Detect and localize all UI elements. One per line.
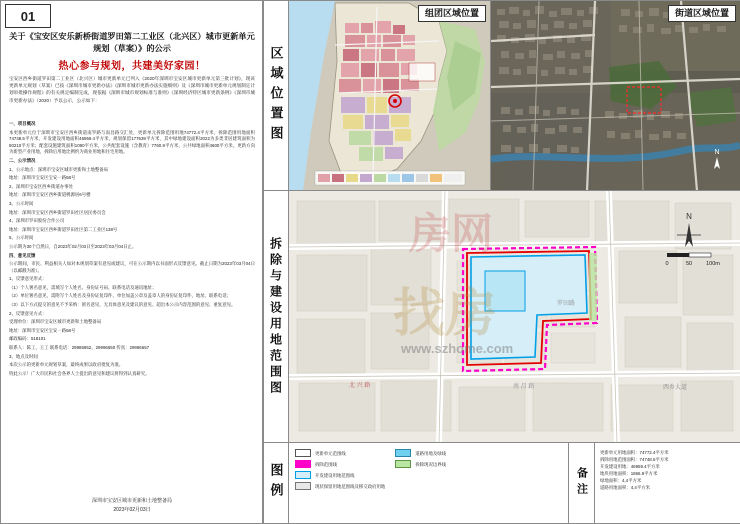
notice-line: 四、意见反馈: [9, 252, 36, 258]
strip-notes-label: 备注: [575, 467, 588, 499]
legend-swatch-demolition: [295, 460, 311, 468]
notice-line: 本更新单元位于深圳市宝安区西乡街道南罗路与南昌路交汇处，更新单元拆除范围用地74772.4平方米，拆除范围用地面积74748.5平方米，开发建设用地面积46959.4平方米，规划保留177639平方米，其中绿地建设面积2022为多类非居建筑面积为50210平方米；配套设施建筑面积1090平方米，公共配套设施（含教育）7760.9平方米，公共绿地面积4600平方米。更新方向为新型产业用地，拆除后用地比例约为商业用地和住宅用地。: [9, 129, 255, 155]
intro-paragraph: 宝安区西乡街道罗田第二工业区（北兴区）城市更新单元已列入《2020年深圳市宝安区城市更新单元第三批计划》，现该更新单元规划（草案）已按《深圳市城市更新办法》《深圳市城市更新办法实施细则》及《深圳市城市更新单元规划制定计划审批操作规程》的有关规定编制完成，现依据《深圳市城市规划标准与准则》《深圳经济特区城市更新条例》《深圳市城市更新办法》（2020）予以公示，公示如下：: [9, 76, 255, 103]
demolition-scope-map: [289, 191, 740, 443]
notice-line: 2、深圳市宝安区西乡街道办事处: [9, 183, 73, 189]
notice-body: [9, 121, 255, 379]
strip-legend-label: 图例: [268, 463, 284, 503]
legend-item: [395, 449, 446, 457]
legend-column-1: [295, 449, 385, 490]
note-line: 开发建设用地：46959.4平方米: [600, 464, 660, 469]
notice-line: 5、公示时间: [9, 235, 34, 241]
notice-line: 联系人：陈工、王工 联系电话：29985952、29996650 传真：29996657: [9, 345, 150, 351]
strip-region-location: [263, 1, 289, 191]
svg-text:N: N: [686, 212, 692, 221]
legend-item: [395, 460, 446, 468]
notice-line: 3、公示时间: [9, 200, 34, 206]
watermark-gray: 找房: [393, 285, 498, 343]
notice-line: 一、项目概况: [9, 121, 36, 126]
notice-line: 4、深圳市罗田股份合作公司: [9, 218, 65, 224]
road-label: 南 昌 路: [513, 384, 535, 390]
notice-line: （1）个人署名意见，需填写个人姓名、身份证号码、联系电话及通讯地址；: [9, 284, 157, 290]
watermark-red: 房网: [409, 210, 494, 257]
notice-line: 地址：深圳市宝安区西乡街道罗田社区居民委员会: [9, 209, 106, 215]
strip-notes: [569, 443, 595, 523]
legend-label: 拆除现况边界线: [415, 461, 447, 467]
note-line: 道路用地面积：4,4平方米: [600, 485, 651, 490]
note-line: 地块用地面积：1866.9平方米: [600, 471, 658, 476]
document-number: 01: [5, 4, 51, 28]
road-label: 北 兴 路: [349, 383, 371, 389]
legend-swatch-construction: [295, 471, 311, 479]
notice-line: 地址：深圳市宝安区西乡街道罗田社区第二工业区138号: [9, 226, 118, 232]
demolition-map-graphic: [289, 191, 740, 443]
notice-line: 受理单位：深圳市宝安区城市更新和土地整备局: [9, 319, 102, 325]
notice-line: 本次公示的更新单元规划草案，最终成果以政府批复为准。: [9, 362, 124, 368]
notice-line: 邮政编码：518101: [9, 336, 46, 342]
notice-line: 1、反馈意见形式：: [9, 276, 47, 282]
road-label: 罗田路: [557, 301, 576, 307]
notes-panel: [595, 443, 740, 523]
strip-region-label: 区域位置图: [268, 45, 284, 146]
legend-swatch-reserved: [295, 482, 311, 490]
legend-label: 道路用地及绿线: [415, 450, 447, 456]
watermark-site: www.szhome.com: [401, 341, 514, 356]
legend-item: [295, 482, 385, 490]
cluster-location-map: [289, 1, 491, 191]
notice-line: 地址：深圳市宝安区宝安一路58号: [9, 175, 76, 181]
legend-label: 现状保留用地范围线及移交政府用地: [315, 483, 386, 489]
svg-text:N: N: [714, 149, 720, 156]
legend-item: [295, 460, 385, 468]
legend-swatch-green: [395, 460, 411, 468]
legend-panel: [289, 443, 569, 523]
legend-label: 拆除范围线: [315, 461, 337, 467]
notice-line: 3、地点及时间: [9, 353, 38, 359]
svg-text:100m: 100m: [706, 261, 720, 267]
note-line: 绿地面积：4,4平方米: [600, 478, 642, 483]
strip-demolition-plan: [263, 191, 289, 443]
legend-swatch-road: [395, 449, 411, 457]
notice-text-panel: [1, 1, 263, 523]
notice-footer: [9, 497, 255, 515]
legend-swatch-update-unit: [295, 449, 311, 457]
notice-line: 公示期为30个自然日，自2023年02月03日至2023年03月04日止。: [9, 243, 137, 249]
slogan: 热心参与规划，共建美好家园！: [58, 61, 206, 72]
notice-line: （2）单位署名意见，需附写个人姓名及身份证复印件、单位加盖公章及盖章人的身份证复印件、地址、联系电话；: [9, 293, 231, 299]
street-location-map: [491, 1, 740, 191]
strip-demolition-label: 拆除与建设用地范围图: [268, 236, 283, 397]
issuing-org: 深圳市宝安区城市更新和土地整备局: [91, 498, 172, 504]
notice-line: 1、公示地点：深圳市宝安区城市更新和土地整备局: [9, 166, 109, 172]
road-label: 西乡大道: [663, 385, 688, 391]
street-map-graphic: [491, 1, 740, 191]
cluster-map-label: 组团区域位置: [418, 5, 486, 22]
note-line: 更新单元用地面积：74772.4平方米: [600, 450, 669, 455]
notice-line: 2、反馈意见方式：: [9, 310, 47, 316]
notice-line: （3）以下方式提交的意见不予采纳：匿名意见、无具体意见及建议的意见、超出本公示内容范围的意见、重复意见。: [9, 302, 236, 308]
legend-item: [295, 471, 385, 479]
street-map-label: 街道区域位置: [668, 5, 736, 22]
cluster-map-graphic: [289, 1, 491, 191]
legend-label: 更新单元范围线: [315, 450, 346, 456]
svg-text:0: 0: [665, 261, 669, 267]
legend-column-2: [395, 449, 446, 490]
notice-line: 地址：深圳市宝安区西乡街道桃源居6号楼: [9, 192, 91, 198]
notice-line: 公示期间，市民、利益相关人如对本规划草案有意见或建议，可在公示期内以书面形式反馈意见。截止日期为2023年03月04日（以邮戳为准）。: [9, 261, 255, 273]
issue-date: 2023年02月03日: [113, 507, 151, 513]
page-title: 关于《宝安区安乐新桥街道罗田第二工业区（北兴区）城市更新单元规划（草案）》的公示: [9, 32, 255, 53]
legend-label: 开发建设用地范围线: [315, 472, 355, 478]
svg-text:50: 50: [685, 261, 693, 267]
notice-line: 二、公示情况: [9, 157, 36, 163]
note-line: 拆除用地范围面积：74748.5平方米: [600, 457, 669, 462]
notice-line: 特此公示！广大市民和社会各界人士提出的意见和建议将得到认真研究。: [9, 370, 150, 376]
legend-item: [295, 449, 385, 457]
notice-line: 地址：深圳市宝安区宝安一路58号: [9, 327, 76, 333]
strip-legend: [263, 443, 289, 523]
